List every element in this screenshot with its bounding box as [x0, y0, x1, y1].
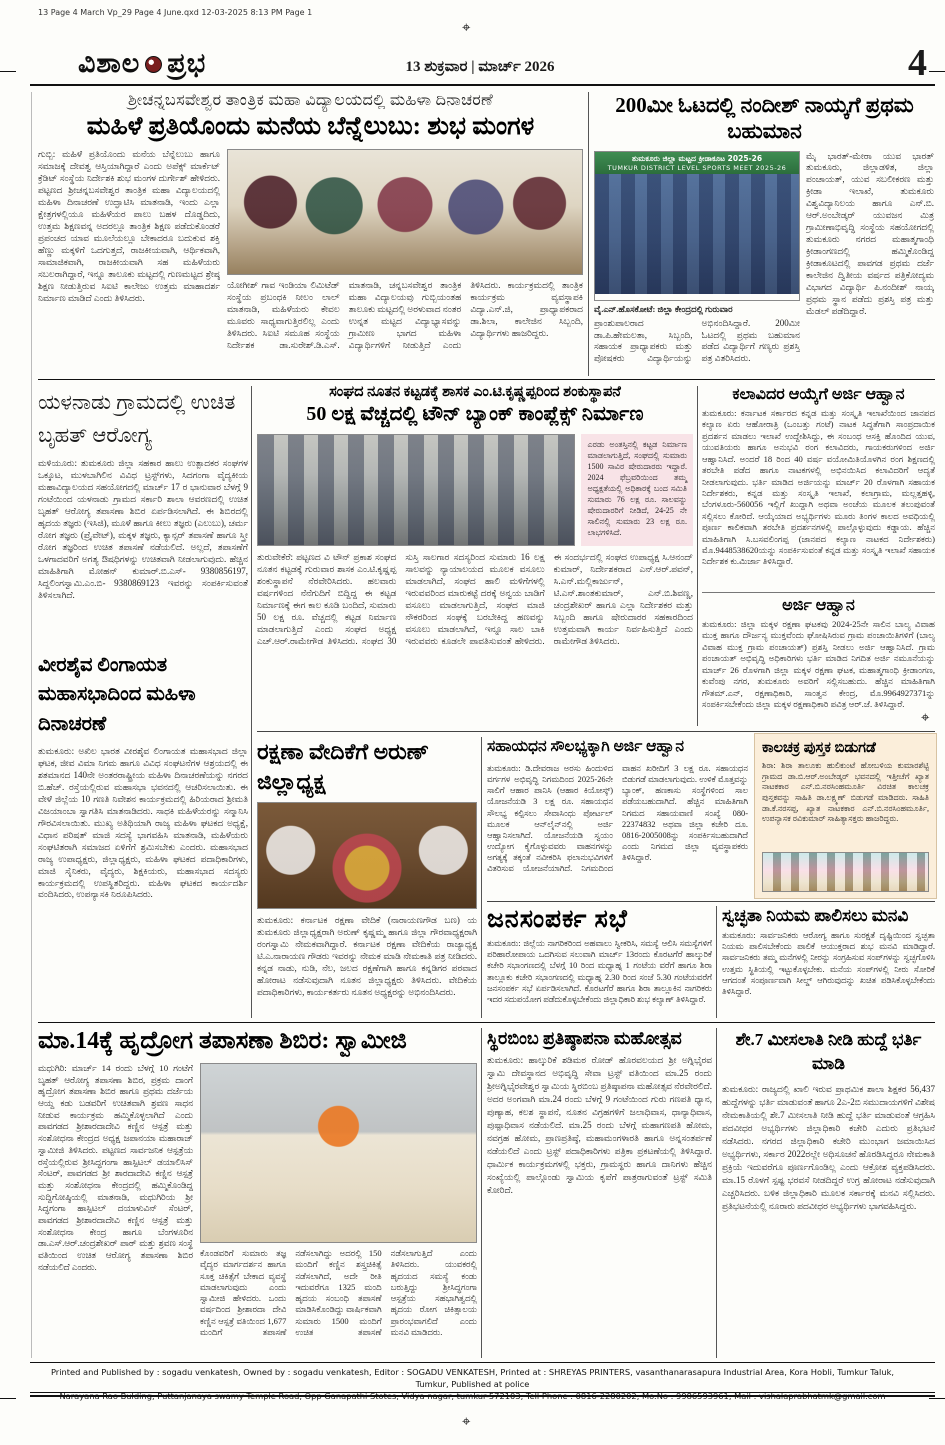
- section-rule: [38, 379, 935, 380]
- footer-rule-bottom2: [30, 1395, 935, 1397]
- masthead-title-left: ವಿಶಾಲ: [78, 48, 141, 78]
- townbank-body1: ತುರುವೇಕೆರೆ: ಪಟ್ಟಣದ ವಿ ಟೌನ್ ಪ್ರಕಾಶ ಸಂಘದ ನೂತನ ಕಟ್ಟಡಕ್ಕೆ ಗುರುವಾರ ಶಾಸಕ ಎಂ.ಟಿ.ಕೃಷ್ಣಪ್ಪ ಶಂಕುಸ್ಥಾಪನೆ ನೆರವೇರಿಸಿದರು. ಹಲವಾರು ವರ್ಷಗಳಿಂದ ನೆನೆಗುದಿಗೆ ಬಿದ್ದಿದ್ದ ಈ ಕಟ್ಟಡ ನಿರ್ಮಾಣಕ್ಕೆ ಈಗ ಕಾಲ ಕೂಡಿ ಬಂದಿದೆ, ಸುಮಾರು 50 ಲಕ್ಷ ರೂ. ವೆಚ್ಚದಲ್ಲಿ ಕಟ್ಟಡ ನಿರ್ಮಾಣ ಮಾಡಲಾಗುತ್ತಿದೆ ಎಂದು ಸಂಘದ ಅಧ್ಯಕ್ಷ ಎಚ್.ಆರ್.ರಾಮೇಗೌಡ ತಿಳಿಸಿದರು.: [257, 552, 397, 646]
- sthirabimba-headline: ಸ್ಥಿರಬಿಂಬ ಪ್ರತಿಷ್ಠಾಪನಾ ಮಹೋತ್ಸವ: [487, 1028, 682, 1048]
- trim-mark: [929, 1398, 945, 1399]
- registration-mark-top-icon: ⌖: [462, 18, 471, 36]
- kalavidara-headline: ಕಲಾವಿದರ ಆಯ್ಕೆಗೆ ಅರ್ಜಿ ಆಹ್ವಾನ: [732, 386, 905, 403]
- yalanadu-headline: ಯಳನಾಡು ಗ್ರಾಮದಲ್ಲಿ ಉಚಿತ ಬೃಹತ್ ಆರೋಗ್ಯ: [38, 390, 236, 447]
- sports-headline: 200ಮೀ ಓಟದಲ್ಲಿ ನಂದೀಶ್ ನಾಯ್ಕಗೆ ಪ್ರಥಮ ಬಹುಮಾನ: [615, 93, 914, 144]
- rakshana-headline: ರಕ್ಷಣಾ ವೇದಿಕೆಗೆ ಅರುಣ್ ಜಿಲ್ಲಾಧ್ಯಕ್ಷ: [257, 739, 429, 794]
- column-rule: [481, 737, 482, 1018]
- column-rule: [716, 906, 717, 1018]
- lead-body-bottom: ಯೋಗೀಶ್ ಗಾವ ಇಂಡಿಯಾ ಲಿಮಿಟೆಡ್ ಸಂಸ್ಥೆಯ ಪ್ರಬಂಧಕಿ ನೀಲಂ ಲಾಲ್ ಮಾತನಾಡಿ, ಮಹಿಳೆಯರು ಕೇವಲ ಮೂವರು ಸಾಧ್ಯವಾಗುತ್ತಿರಲಿಲ್ಲ ಎಂದು ತಿಳಿಸಿದರು. ಸಿಐಟಿ ಸಮೂಹ ಸಂಸ್ಥೆಯ ನಿರ್ದೇಶಕ ಡಾ.ಸುರೇಶ್.ಡಿ.ಎಸ್. ಮಾತನಾಡಿ, ಚನ್ನಬಸವೇಶ್ವರ ತಾಂತ್ರಿಕ ಮಹಾ ವಿದ್ಯಾಲಯವು ಗುಬ್ಬಿಯಂತಹ ತಾಲೂಕು ಮಟ್ಟದಲ್ಲಿ ಅರಳುವಾದ ನಂತರ ಉನ್ನತ ಮಟ್ಟದ ವಿದ್ಯಾಭ್ಯಾಸವನ್ನು ಗ್ರಾಮೀಣ ಭಾಗದ ಮಹಿಳಾ ವಿದ್ಯಾರ್ಥಿಗಳಿಗೆ ನೀಡುತ್ತಿದೆ ಎಂದು ತಿಳಿಸಿದರು. ಕಾರ್ಯಕ್ರಮದಲ್ಲಿ ತಾಂತ್ರಿಕ ಕಾರ್ಯಕ್ರಮ ವ್ಯವಸ್ಥಾಪಕಿ ವಿದ್ಯಾ.ಎನ್.ಜಿ, ಪ್ರಾಧ್ಯಾಪಕರಾದ ಡಾ.ಶಿಲಾ, ಕಾಲೇಜಿನ ಸಿಬ್ಬಂದಿ, ವಿದ್ಯಾರ್ಥಿಗಳು ಹಾಜರಿದ್ದರು.: [227, 280, 583, 350]
- page-number: 4: [908, 42, 927, 84]
- masthead-title-right: ಪ್ರಭ: [167, 48, 207, 78]
- section-rule: [487, 901, 935, 902]
- section-rule: [257, 731, 935, 732]
- section-rule: [38, 1022, 935, 1023]
- footer-rule-top: [30, 1362, 935, 1363]
- townbank-photo: [257, 434, 575, 546]
- edition-dateline: 13 ಶುಕ್ರವಾರ | ಮಾರ್ಚ್ 2026: [405, 59, 555, 75]
- janasamparka-headline: ಜನಸಂಪರ್ಕ ಸಭೆ: [487, 906, 628, 933]
- veerashaiva-headline: ವೀರಶೈವ ಲಿಂಗಾಯತ ಮಹಾಸಭಾದಿಂದ ಮಹಿಳಾ ದಿನಾಚರಣೆ: [38, 655, 196, 735]
- meesalati-body: ತುಮಕೂರು: ರಾಜ್ಯದಲ್ಲಿ ಖಾಲಿ ಇರುವ ಪ್ರಾಥಮಿಕ ಶಾಲಾ ಶಿಕ್ಷಕರ 56,437 ಹುದ್ದೆಗಳನ್ನು ಭರ್ತಿ ಮಾಡುವಂತೆ ಹಾಗೂ 2ಎ-2ಬಿ ಸಮುದಾಯಗಳಿಗೆ ವಿಶೇಷ ನೇಮಕಾತಿಯಲ್ಲಿ ಶೇ.7 ಮೀಸಲಾತಿ ನೀಡಿ ಹುದ್ದೆ ಭರ್ತಿ ಮಾಡುವಂತೆ ಆಗ್ರಹಿಸಿ ಪದವೀಧರ ಅಭ್ಯರ್ಥಿಗಳು ಜಿಲ್ಲಾಧಿಕಾರಿ ಕಚೇರಿ ಎದುರು ಪ್ರತಿಭಟನೆ ನಡೆಸಿದರು. ನಗರದ ಜಿಲ್ಲಾಧಿಕಾರಿ ಕಚೇರಿ ಮುಂಭಾಗ ಜಮಾಯಿಸಿದ ಅಭ್ಯರ್ಥಿಗಳು, ಸರ್ಕಾರ 2022ರಲ್ಲೇ ಅಧಿಸೂಚನೆ ಹೊರಡಿಸಿದ್ದರೂ ನೇಮಕಾತಿ ಪ್ರಕ್ರಿಯೆ ಇದುವರೆಗೂ ಪೂರ್ಣಗೊಂಡಿಲ್ಲ ಎಂದು ಆಕ್ರೋಶ ವ್ಯಕ್ತಪಡಿಸಿದರು. ಮಾ.15 ರೊಳಗೆ ಸ್ಪಷ್ಟ ಭರವಸೆ ನೀಡದಿದ್ದರೆ ಉಗ್ರ ಹೋರಾಟ ನಡೆಸುವುದಾಗಿ ಎಚ್ಚರಿಸಿದರು. ಬಳಿಕ ಜಿಲ್ಲಾಧಿಕಾರಿ ಮೂಲಕ ಸರ್ಕಾರಕ್ಕೆ ಮನವಿ ಸಲ್ಲಿಸಿದರು. ಪ್ರತಿಭಟನೆಯಲ್ಲಿ ನೂರಾರು ಪದವೀಧರ ಅಭ್ಯರ್ಥಿಗಳು ಭಾಗವಹಿಸಿದ್ದರು.: [722, 1083, 935, 1212]
- rakshana-photo: [257, 802, 477, 909]
- sthirabimba-body: ತುಮಕೂರು: ಹಾಲ್ಕುರಿಕೆ ಶಡಿಮಠ ರೋಡ್ ಹೊರವಲಯದ ಶ್ರೀ ಅಗ್ನಿಭೈರವ ಸ್ವಾಮಿ ದೇವಸ್ಥಾನದ ಅಭಿವೃದ್ಧಿ ಸೇವಾ ಟ್ರಸ್ಟ್ ವತಿಯಿಂದ ಮಾ.25 ರಂದು ಶ್ರೀಅಗ್ನಿಭೈರವೇಶ್ವರ ಸ್ವಾಮಿಯ ಸ್ಥಿರಬಿಂಬ ಪ್ರತಿಷ್ಠಾಪನಾ ಮಹೋತ್ಸವ ನೆರವೇರಲಿದೆ. ಅದರ ಅಂಗವಾಗಿ ಮಾ.24 ರಂದು ಬೆಳಗ್ಗೆ 9 ಗಂಟೆಯಿಂದ ಗುರು ಗಣಪತಿ ಧ್ಯಾನ, ಪುಣ್ಯಾಹ, ಕಲಶ ಸ್ಥಾಪನೆ, ನೂತನ ವಿಗ್ರಹಗಳಿಗೆ ಜಲಾಧಿವಾಸ, ಧಾನ್ಯಾಧಿವಾಸ, ಪುಷ್ಪಾಧಿವಾಸ ನಡೆಯಲಿದೆ. ಮಾ.25 ರಂದು ಬೆಳಗ್ಗೆ ಮಹಾಗಣಪತಿ ಹೋಮ, ನವಗ್ರಹ ಹೋಮ, ಪ್ರಾಣಪ್ರತಿಷ್ಠೆ, ಮಹಾಮಂಗಳಾರತಿ ಹಾಗೂ ಅನ್ನಸಂತರ್ಪಣೆ ನಡೆಯಲಿದೆ ಎಂದು ಟ್ರಸ್ಟ್ ಪದಾಧಿಕಾರಿಗಳು ಪತ್ರಿಕಾ ಪ್ರಕಟಣೆಯಲ್ಲಿ ತಿಳಿಸಿದ್ದಾರೆ. ಧಾರ್ಮಿಕ ಕಾರ್ಯಕ್ರಮಗಳಲ್ಲಿ ಭಕ್ತರು, ಗ್ರಾಮಸ್ಥರು ಹಾಗೂ ದಾನಿಗಳು ಹೆಚ್ಚಿನ ಸಂಖ್ಯೆಯಲ್ಲಿ ಪಾಲ್ಗೊಂಡು ಸ್ವಾಮಿಯ ಕೃಪೆಗೆ ಪಾತ್ರರಾಗುವಂತೆ ಟ್ರಸ್ಟ್ ಸಮಿತಿ ಕೋರಿದೆ.: [487, 1055, 712, 1196]
- swachhata-headline: ಸ್ವಚ್ಛತಾ ನಿಯಮ ಪಾಲಿಸಲು ಮನವಿ: [722, 906, 909, 925]
- sports-caption: ವೈ.ಎನ್.ಹೊಸಕೋಟೆ: ಜಿಲ್ಲಾ ಕೇಂದ್ರದಲ್ಲಿ ಗುರುವಾರ: [594, 303, 733, 314]
- footer-line1: Printed and Published by : sogadu venkatesh, Owned by : sogadu venkatesh, Editor : SOGADU VENKATESH, Printed at : SHREYAS PRINTERS, vasanthanarasapura Industrial Area, Kora Hobli, Tumkur Taluk, Tumkur, Published at police: [50, 1367, 895, 1390]
- townbank-kicker: ಸಂಘದ ನೂತನ ಕಟ್ಟಡಕ್ಕೆ ಶಾಸಕ ಎಂ.ಟಿ.ಕೃಷ್ಣಪ್ಪರಿಂದ ಶಂಕುಸ್ಥಾಪನೆ: [329, 384, 621, 400]
- lead-body-column: ಗುಬ್ಬಿ: ಮಹಿಳೆ ಪ್ರತಿಯೊಂದು ಮನೆಯ ಬೆನ್ನೆಲುಬು ಹಾಗೂ ಸಮಾಜಕ್ಕೆ ದೇವತ್ವ ಆಸ್ತಿಯಾಗಿದ್ದಾರೆ ಎಂದು ಅಪೆಕ್ಸ್ ಮಾರ್ಕೆಟ್ ಕ್ರೆಡಿಟ್ ಸಂಸ್ಥೆಯ ನಿರ್ದೇಶಕಿ ಶುಭ ಮಂಗಳ ದುರ್ಗೇಶ್ ಹೇಳಿದರು. ಪಟ್ಟಣದ ಶ್ರೀಚನ್ನಬಸವೇಶ್ವರ ತಾಂತ್ರಿಕ ಮಹಾ ವಿದ್ಯಾಲಯದಲ್ಲಿ ಮಹಿಳಾ ದಿನಾಚರಣೆ ಉದ್ಘಾಟಿಸಿ ಮಾತನಾಡಿ, ಇಂದು ಎಲ್ಲಾ ಕ್ಷೇತ್ರಗಳಲ್ಲಿಯೂ ಮಹಿಳೆಯರ ಪಾಲು ಬಹಳ ದೊಡ್ಡದಿದು, ಉತ್ತಮ ಶಿಕ್ಷಣವನ್ನ ಅದರಲ್ಲೂ ತಾಂತ್ರಿಕ ಶಿಕ್ಷಣ ಪಡೆದುಕೊಂಡರೆ ಪ್ರಪಂಚದ ಯಾವ ಮೂಲೆಯಲ್ಲೂ ಬೇಕಾದರೂ ಬದುಕುವ ಶಕ್ತಿ ಹೆಣ್ಣು ಮಕ್ಕಳಿಗೆ ಒದಗುತ್ತದೆ, ರಾಜಕೀಯವಾಗಿ, ಆರ್ಥಿಕವಾಗಿ, ಸಾಮಾಜಿಕವಾಗಿ, ರಾಜಕೀಯವಾಗಿ ಸಹ ಮಹಿಳೆಯರು ಸಬಲರಾಗಿದ್ದಾರೆ, ಇನ್ನೂ ತಾಲೂಕು ಮಟ್ಟದಲ್ಲಿ ಗುಣಮಟ್ಟದ ಶ್ರೇಷ್ಠ ಶಿಕ್ಷಣ ನೀಡುತ್ತಿರುವ ಸಿಐಟಿ ಕಾಲೇಜು ಉತ್ತಮ ಮಾಹಾದರ್ಶ ನಿರ್ಮಾಣ ಮಾಡಿದೆ ಎಂದು ತಿಳಿಸಿದರು.: [38, 149, 220, 303]
- lead-photo: [227, 149, 583, 275]
- page-edge-rule: [31, 92, 32, 1358]
- sports-body-bottom: ಪ್ರಾಂಶುಪಾಲರಾದ ಡಾ.ಪಿ.ಹೇಮಲತಾ, ಸಿಬ್ಬಂದಿ, ಸಹಾಯಕ ಪ್ರಾಧ್ಯಾಪಕರು ಮತ್ತು ಪೋಷಕರು ವಿದ್ಯಾರ್ಥಿಯನ್ನು ಅಭಿನಂದಿಸಿದ್ದಾರೆ. 200ಮೀ ಓಟದಲ್ಲಿ ಪ್ರಥಮ ಬಹುಮಾನ ಪಡೆದ ವಿದ್ಯಾರ್ಥಿಗೆ ಗಣ್ಯರು ಪ್ರಶಸ್ತಿ ಪತ್ರ ವಿತರಿಸಿದರು.: [594, 317, 800, 364]
- article-hridroga: [38, 1028, 477, 1358]
- kalachakra-headline: ಕಾಲಚಕ್ರ ಪುಸ್ತಕ ಬಿಡುಗಡೆ: [762, 740, 876, 756]
- arji-body: ತುಮಕೂರು: ಜಿಲ್ಲಾ ಮಕ್ಕಳ ರಕ್ಷಣಾ ಘಟಕವು 2024-25ನೇ ಸಾಲಿನ ಬಾಲ್ಯ ವಿವಾಹ ಮುಕ್ತ ಹಾಗೂ ದೌರ್ಜನ್ಯ ಮುಕ್ತವೆಂದು ಘೋಷಿಸಿರುವ ಗ್ರಾಮ ಪಂಚಾಯಿತಿಗಳಿಗೆ (ಬಾಲ್ಯ ವಿವಾಹ ಮುಕ್ತ ಗ್ರಾಮ ಪಂಚಾಯತ್) ಪ್ರಶಸ್ತಿ ನೀಡಲು ಅರ್ಜಿ ಆಹ್ವಾನಿಸಿದೆ. ಗ್ರಾಮ ಪಂಚಾಯತ್ ಅಭಿವೃದ್ಧಿ ಅಧಿಕಾರಿಗಳು ಭರ್ತಿ ಮಾಡಿದ ನಿಗದಿತ ಅರ್ಜಿ ನಮೂನೆಯನ್ನು ಮಾರ್ಚ್ 26 ರೊಳಗಾಗಿ ಜಿಲ್ಲಾ ಮಕ್ಕಳ ರಕ್ಷಣಾ ಘಟಕ, ಮಹಾತ್ಮಗಾಂಧಿ ಕ್ರೀಡಾಂಗಣ, ಕುವೆಂಪು ನಗರ, ತುಮಕೂರು ಅವರಿಗೆ ಸಲ್ಲಿಸಬಹುದು. ಹೆಚ್ಚಿನ ಮಾಹಿತಿಗಾಗಿ ಗೌತಮ್.ಎನ್, ರಕ್ಷಣಾಧಿಕಾರಿ, ಸಾಂತ್ವನ ಕೇಂದ್ರ, ಮೊ.9964927371ನ್ನು ಸಂಪರ್ಕಿಸಬೇಕೆಂದು ಜಿಲ್ಲಾ ಮಕ್ಕಳ ರಕ್ಷಣಾಧಿಕಾರಿ ಪವಿತ್ರ ಆರ್.ಜೆ. ತಿಳಿಸಿದ್ದಾರೆ.: [702, 619, 935, 709]
- article-sahayadhana: [487, 737, 748, 898]
- article-meesalati: [722, 1028, 935, 1358]
- article-janasamparka: [487, 906, 712, 1018]
- masthead-logo: [78, 48, 206, 80]
- sports-photo: [594, 151, 800, 301]
- trim-mark: [0, 71, 16, 72]
- lead-kicker: ಶ್ರೀಚನ್ನಬಸವೇಶ್ವರ ತಾಂತ್ರಿಕ ಮಹಾ ವಿದ್ಯಾಲಯದಲ್ಲಿ ಮಹಿಳಾ ದಿನಾಚರಣೆ: [127, 92, 494, 109]
- registration-mark-bottom-icon: ⌖: [462, 1412, 471, 1430]
- rakshana-body: ತುಮಕೂರು: ಕರ್ನಾಟಕ ರಕ್ಷಣಾ ವೇದಿಕೆ (ನಾರಾಯಣಗೌಡ ಬಣ) ಯ ತುಮಕೂರು ಜಿಲ್ಲಾಧ್ಯಕ್ಷರಾಗಿ ಅರುಣ್ ಕೃಷ್ಣಮ್ಮ ಹಾಗೂ ಜಿಲ್ಲಾ ಗೌರವಾಧ್ಯಕ್ಷರಾಗಿ ರಂಗಸ್ವಾಮಿ ನೇಮಕವಾಗಿದ್ದಾರೆ. ಕರ್ನಾಟಕ ರಕ್ಷಣಾ ವೇದಿಕೆಯ ರಾಜ್ಯಾಧ್ಯಕ್ಷ ಟಿ.ಎ.ನಾರಾಯಣ ಗೌಡರು ಇವರನ್ನು ನೇಮಕ ಮಾಡಿ ನೇಮಕಾತಿ ಪತ್ರ ನೀಡಿದರು. ಕನ್ನಡ ನಾಡು, ನುಡಿ, ನೆಲ, ಜಲದ ರಕ್ಷಣೆಗಾಗಿ ಹಾಗೂ ಕನ್ನಡಿಗರ ಪರವಾದ ಹೋರಾಟ ನಡೆಸುವುದಾಗಿ ನೂತನ ಜಿಲ್ಲಾಧ್ಯಕ್ಷರು ತಿಳಿಸಿದರು. ವೇದಿಕೆಯ ಪದಾಧಿಕಾರಿಗಳು, ಕಾರ್ಯಕರ್ತರು ನೂತನ ಅಧ್ಯಕ್ಷರನ್ನು ಅಭಿನಂದಿಸಿದರು.: [257, 915, 477, 998]
- hridroga-body-column: ಮಧುಗಿರಿ: ಮಾರ್ಚ್ 14 ರಂದು ಬೆಳಗ್ಗೆ 10 ಗಂಟೆಗೆ ಬೃಹತ್ ಆರೋಗ್ಯ ತಪಾಸಣಾ ಶಿಬಿರ, ಪ್ರಕ್ರಮ ದಾಂಗೆ ಹೃದ್ರೋಗ ತಪಾಸಣಾ ಶಿಬಿರ ಹಾಗೂ ಪ್ರಥಮ ದರ್ಜೆಯ ಆಯ್ದ ಕಡು ಬಡವರಿಗೆ ಉಚಿತವಾಗಿ ಶ್ರವಣ ಸಾಧನ ನೀಡುವ ಕಾರ್ಯಕ್ರಮ ಹಮ್ಮಿಕೊಳ್ಳಲಾಗಿದೆ ಎಂದು ಪಾವಗಡದ ಶ್ರೀಶಾರದಾದೇವಿ ಕಣ್ಣಿನ ಆಸ್ಪತ್ರೆ ಮತ್ತು ಸಂಶೋಧನಾ ಕೇಂದ್ರದ ಅಧ್ಯಕ್ಷ ಜಪಾನಯಾ ಮಹಾರಾಜ್ ಸ್ವಾಮೀಜಿ ತಿಳಿಸಿದರು. ಪಟ್ಟಣದ ಸಾರ್ವಜನಿಕ ಆಸ್ಪತ್ರೆಯ ರಸ್ತೆಯಲ್ಲಿರುವ ಶ್ರೀಸಿದ್ಧಗಂಗಾ ಹಾಸ್ಪಿಟಲ್ ಡಯಾಲಿಸಿಸ್ ಸೆಂಟರ್, ಪಾವಗಡದ ಶ್ರೀ ಶಾರದಾದೇವಿ ಕಣ್ಣಿನ ಆಸ್ಪತ್ರೆ ಮತ್ತು ಸಂಶೋಧನಾ ಕೇಂದ್ರದಲ್ಲಿ ಹಮ್ಮಿಕೊಂಡಿದ್ದ ಸುದ್ದಿಗೋಷ್ಠಿಯಲ್ಲಿ ಮಾತನಾಡಿ, ಮಧುಗಿರಿಯ ಶ್ರೀ ಸಿದ್ಧಗಂಗಾ ಹಾಸ್ಪಿಟಲ್ ದಯಾಳುವಿನ್ ಸೆಂಟರ್, ಪಾವಗಡದ ಶ್ರೀಶಾರದಾದೇವಿ ಕಣ್ಣಿನ ಆಸ್ಪತ್ರೆ ಮತ್ತು ಸಂಶೋಧನಾ ಕೇಂದ್ರ ಹಾಗೂ ಬೆಂಗಳೂರಿನ ಡಾ.ಎಸ್.ಆರ್.ಚಂದ್ರಶೇಖರ್ ಪಾಠ್ ಮತ್ತು ಶ್ರವಣ ಸಂಸ್ಥೆ ವತಿಯಿಂದ ಉಚಿತ ಆರೋಗ್ಯ ತಪಾಸಣಾ ಶಿಬಿರ ನಡೆಯಲಿದೆ ಎಂದರು.: [38, 1063, 193, 1272]
- article-veerashaiva: [38, 651, 248, 976]
- print-slug: 13 Page 4 March Vp_29 Page 4 June.qxd 12-03-2025 8:13 PM Page 1: [38, 8, 313, 17]
- meesalati-headline: ಶೇ.7 ಮೀಸಲಾತಿ ನೀಡಿ ಹುದ್ದೆ ಭರ್ತಿ ಮಾಡಿ: [735, 1030, 922, 1073]
- column-rule: [588, 92, 589, 376]
- article-rakshana: [257, 737, 477, 1018]
- kalavidara-body: ತುಮಕೂರು: ಕರ್ನಾಟಕ ಸರ್ಕಾರದ ಕನ್ನಡ ಮತ್ತು ಸಂಸ್ಕೃತಿ ಇಲಾಖೆಯಿಂದ ಜಾನಪದ ಕಲ್ಯಾಣ ಏರು ಆಹೋರಾತ್ರಿ (ಒಂಬತ್ತು ಗಂಟೆ) ನಾಟಕ ಸಿದ್ಧತೆಗಾಗಿ ಸಾಂಪ್ರದಾಯಿಕ ಪ್ರದರ್ಶನ ಮಾಡಲು ಇಲಾಖೆ ಉದ್ದೇಶಿಸಿದ್ದು, ಈ ಸಂಬಂಧ ಆಸಕ್ತಿ ಹೊಂದಿದ ಯುವ, ಯುವತಿಯರು ಹಾಗೂ ಅನುಭವಿ ರಂಗ ಕಲಾವಿದರು, ಗಾಯಕರುಗಳಿಂದ ಅರ್ಜಿ ಆಹ್ವಾನಿಸಿದೆ. ಅಂದರೆ 18 ರಿಂದ 40 ವರ್ಷ ವಯೋಮಿತಿಯೊಳಗಿನ ರಂಗ ಶಿಕ್ಷಣದಲ್ಲಿ ತರಬೇತಿ ಪಡೆದ ಹಾಗೂ ನಾಟಕಗಳಲ್ಲಿ ಅಭಿನಯಿಸಿದ ಕಲಾವಿದರಿಗೆ ಆದ್ಯತೆ ನೀಡಲಾಗುವುದು. ಭರ್ತಿ ಮಾಡಿದ ಅರ್ಜಿಯನ್ನು ಮಾರ್ಚ್ 20 ರೊಳಗಾಗಿ ಸಹಾಯಕ ನಿರ್ದೇಶಕರು, ಕನ್ನಡ ಮತ್ತು ಸಂಸ್ಕೃತಿ ಇಲಾಖೆ, ಕಲಾಗ್ರಾಮ, ಮಲ್ಲತ್ತಹಳ್ಳಿ, ಬೆಂಗಳೂರು-560056 ಇಲ್ಲಿಗೆ ಖುದ್ದಾಗಿ ಅಥವಾ ಅಂಚೆಯ ಮೂಲಕ ತಲುಪುವಂತೆ ಸಲ್ಲಿಸಲು ಕೋರಿದೆ. ಆಯ್ಕೆಯಾದ ಅಭ್ಯರ್ಥಿಗಳು ಮೂರು ತಿಂಗಳ ಕಾಲದ ಅವಧಿಯಲ್ಲಿ ಪೂರ್ಣ ಕಾಲಿಕವಾಗಿ ತರಬೇತಿ ಪ್ರದರ್ಶನಗಳಲ್ಲಿ ಪಾಲ್ಗೊಳ್ಳುವುದು ಕಡ್ಡಾಯ. ಹೆಚ್ಚಿನ ಮಾಹಿತಿಗಾಗಿ ಸಿ.ಬಸವಲಿಂಗಪ್ಪ (ಜಾನಪದ ಕಲ್ಯಾಣ ನಾಟಕದ ನಿರ್ದೇಶಕರು) ಮೊ.9448538620ಯನ್ನು ಸಂಪರ್ಕಿಸುವಂತೆ ಕನ್ನಡ ಮತ್ತು ಸಂಸ್ಕೃತಿ ಇಲಾಖೆ ಸಹಾಯಕ ನಿರ್ದೇಶಕ ಕು.ಮಿರ್ಜಾ ತಿಳಿಸಿದ್ದಾರೆ.: [702, 408, 935, 567]
- masthead-rule: [30, 84, 935, 86]
- article-kalachakra: [754, 733, 937, 899]
- townbank-body: [257, 552, 693, 710]
- footer-rule-bottom1: [30, 1392, 935, 1393]
- arji-headline: ಅರ್ಜಿ ಆಹ್ವಾನ: [782, 597, 855, 614]
- trim-mark: [929, 71, 945, 72]
- sports-banner-line1: ತುಮಕೂರು ಜಿಲ್ಲಾ ಮಟ್ಟದ ಕ್ರೀಡಾಕೂಟ 2025-26: [631, 153, 763, 163]
- sports-banner-line2: TUMKUR DISTRICT LEVEL SPORTS MEET 2025-26: [607, 163, 787, 172]
- column-rule: [251, 386, 252, 1018]
- article-swachhata: [722, 906, 935, 1018]
- janasamparka-body: ತುಮಕೂರು: ಜಿಲ್ಲೆಯ ನಾಗರಿಕರಿಂದ ಅಹವಾಲು ಸ್ವೀಕರಿಸಿ, ಸಮಸ್ಯೆ ಆಲಿಸಿ ಸಮಸ್ಯೆಗಳಿಗೆ ಪರಿಹಾರೋಪಾಯ ಒದಗಿಸುವ ಸಲುವಾಗಿ ಮಾರ್ಚ್ 13ರಂದು ಕೊರಟಗೆರೆ ಹಾಲ್ಕುರಿಕೆ ಕಚೇರಿ ಸಭಾಂಗಣದಲ್ಲಿ ಬೆಳಗ್ಗೆ 10 ರಿಂದ ಮಧ್ಯಾಹ್ನ 1 ಗಂಟೆಯ ವರೆಗೆ ಹಾಗೂ ಶಿರಾ ತಾಲ್ಲೂಕು ಕಚೇರಿ ಸಭಾಂಗಣದಲ್ಲಿ ಮಧ್ಯಾಹ್ನ 2.30 ರಿಂದ ಸಂಜೆ 5.30 ಗಂಟೆಯವರೆಗೆ ಜನಸಂಪರ್ಕ ಸಭೆ ಏರ್ಪಡಿಸಲಾಗಿದೆ. ಕೊರಟಗೆರೆ ಹಾಗೂ ಶಿರಾ ತಾಲ್ಲೂಕಿನ ನಾಗರಿಕರು ಇದರ ಸದುಪಯೋಗ ಪಡೆದುಕೊಳ್ಳಬೇಕೆಂದು ಜಿಲ್ಲಾಧಿಕಾರಿ ಶುಭ ಕಲ್ಯಾಣ್ ತಿಳಿಸಿದ್ದಾರೆ.: [487, 939, 712, 1004]
- lead-headline: ಮಹಿಳೆ ಪ್ರತಿಯೊಂದು ಮನೆಯ ಬೆನ್ನೆಲುಬು: ಶುಭ ಮಂಗಳ: [86, 113, 535, 140]
- article-sports: [594, 92, 935, 376]
- swachhata-body: ತುಮಕೂರು: ಸಾರ್ವಜನಿಕರು ಆರೋಗ್ಯ ಹಾಗೂ ಸುರಕ್ಷತೆ ದೃಷ್ಟಿಯಿಂದ ಸ್ವಚ್ಛತಾ ನಿಯಮ ಪಾಲಿಸಬೇಕೆಂದು ಪಾಲಿಕೆ ಆಯುಕ್ತರಾದ ಶುಭ ಮನವಿ ಮಾಡಿದ್ದಾರೆ. ಸಾರ್ವಜನಿಕರು ತಮ್ಮ ಮನೆಗಳಲ್ಲಿ ನೀರನ್ನು ಸಂಗ್ರಹಿಸುವ ಸಂಪ್‌ಗಳನ್ನು ಸ್ವಚ್ಛಗೊಳಿಸಿ ಉತ್ತಮ ಸ್ಥಿತಿಯಲ್ಲಿ ಇಟ್ಟುಕೊಳ್ಳಬೇಕು. ಮನೆಯ ಸಂಪ್‌ಗಳಲ್ಲಿ ನೀರು ಸೋರಿಕೆ ಆಗದಂತೆ ಸಂಪೂರ್ಣವಾಗಿ ಸೀಲ್ಡ್ ಆಗಿರುವುದನ್ನು ಖಚಿತ ಪಡಿಸಿಕೊಳ್ಳಬೇಕೆಂದು ತಿಳಿಸಿದ್ದಾರೆ.: [722, 931, 935, 996]
- column-rule: [697, 386, 698, 726]
- yalanadu-body: ಮಳಿಯೂರು: ತುಮಕೂರು ಜಿಲ್ಲಾ ಸಹಕಾರ ಹಾಲು ಉತ್ಪಾದಕರ ಸಂಘಗಳ ಒಕ್ಕೂಟ, ಮುಳಬಾಗಿಲಿನ ವಿವಿಧ ಟ್ರಸ್ಟ್‌ಗಳು, ಸಿದಗಂಗಾ ವೈದ್ಯಕೀಯ ಮಹಾವಿದ್ಯಾಲಯದ ಸಹಯೋಗದಲ್ಲಿ ಮಾರ್ಚ್ 17 ರ ಭಾನುವಾರ ಬೆಳಗ್ಗೆ 9 ಗಂಟೆಯಿಂದ ಯಳನಾಡು ಗ್ರಾಮದ ಸರ್ಕಾರಿ ಶಾಲಾ ಆವರಣದಲ್ಲಿ ಉಚಿತ ಬೃಹತ್ ಆರೋಗ್ಯ ತಪಾಸಣಾ ಶಿಬಿರ ಏರ್ಪಡಿಸಲಾಗಿದೆ. ಈ ಶಿಬಿರದಲ್ಲಿ ಹೃದಯ ತಜ್ಞರು (ಇಸಿಜಿ), ಮೂಳೆ ಹಾಗೂ ಕೀಲು ತಜ್ಞರು (ಎಲುಬು), ಚರ್ಮ ರೋಗ ತಜ್ಞರು (ಪ್ರೈವೇಟ್), ಮಕ್ಕಳ ತಜ್ಞರು, ಕ್ಯಾನ್ಸರ್ ತಪಾಸಣೆ ಹಾಗೂ ಸ್ತ್ರೀ ರೋಗ ತಜ್ಞರಿಂದ ಉಚಿತ ತಪಾಸಣೆ ನಡೆಯಲಿದೆ. ಅಲ್ಲದೆ, ತಪಾಸಣೆಗೆ ಒಳಗಾದವರಿಗೆ ಅಗತ್ಯ ಔಷಧಿಗಳನ್ನು ಉಚಿತವಾಗಿ ನೀಡಲಾಗುವುದು. ಹೆಚ್ಚಿನ ಮಾಹಿತಿಗಾಗಿ ಮೋಹನ್ ಕುಮಾರ್.ಬಿ.ಎಸ್- 9380856197, ಸಿದ್ದಲಿಂಗಸ್ವಾಮಿ.ಎಂ.ಬಿ- 9380869123 ಇವರನ್ನು ಸಂಪರ್ಕಿಸುವಂತೆ ತಿಳಿಸಲಾಗಿದೆ.: [38, 458, 248, 600]
- hridroga-photo: [200, 1063, 477, 1243]
- article-yalanadu: [38, 386, 248, 643]
- kalachakra-photo: [762, 852, 929, 892]
- veerashaiva-body: ತುಮಕೂರು: ಅಖಿಲ ಭಾರತ ವೀರಶೈವ ಲಿಂಗಾಯತ ಮಹಾಸಭಾದ ಜಿಲ್ಲಾ ಘಟಕ, ಜೀವ ವಿಮಾ ನಿಗಮ ಹಾಗೂ ವಿವಿಧ ಸಂಘಟನೆಗಳ ಆಶ್ರಯದಲ್ಲಿ ಈ ಶತಮಾನದ 140ನೇ ಅಂತರರಾಷ್ಟ್ರೀಯ ಮಹಿಳಾ ದಿನಾಚರಣೆಯನ್ನು ನಗರದ ಬಿ.ಹೆಚ್. ರಸ್ತೆಯಲ್ಲಿರುವ ಮಹಾಸಭಾ ಭವನದಲ್ಲಿ ಆಚರಿಸಲಾಯಿತು. ಈ ವೇಳೆ ಜಿಲ್ಲೆಯ 10 ಗಣತಿ ನಿವೇಶನ ಕಾರ್ಯಕ್ರಮದಲ್ಲಿ ಹಿರಿಯರಾದ ಶ್ರೀಮತಿ ವಿಜಯಾಂಬಾ ಸ್ವಾಗತಿಸಿ ಮಾತನಾಡಿದರು. ಸಾಧಕಿ ಮಹಿಳೆಯರನ್ನು ಸನ್ಮಾನಿಸಿ ಗೌರವಿಸಲಾಯಿತು. ಮುಖ್ಯ ಅತಿಥಿಯಾಗಿ ರಾಜ್ಯ ಮಹಿಳಾ ಘಟಕದ ಅಧ್ಯಕ್ಷೆ, ವಿಧಾನ ಪರಿಷತ್ ಮಾಜಿ ಸದಸ್ಯೆ ಭಾಗವಹಿಸಿ ಮಾತನಾಡಿ, ಮಹಿಳೆಯರು ಸಂಘಟಿತರಾಗಿ ಸಮಾಜದ ಏಳಿಗೆಗೆ ಶ್ರಮಿಸಬೇಕು ಎಂದರು. ಮಹಾಸಭಾದ ರಾಜ್ಯ ಉಪಾಧ್ಯಕ್ಷರು, ಜಿಲ್ಲಾಧ್ಯಕ್ಷರು, ಮಹಿಳಾ ಘಟಕದ ಪದಾಧಿಕಾರಿಗಳು, ಮಾಜಿ ಸೈನಿಕರು, ವೈದ್ಯರು, ಶಿಕ್ಷಕಿಯರು, ಮಹಾಸಭಾದ ಸದಸ್ಯರು ಕಾರ್ಯಕ್ರಮದಲ್ಲಿ ಉಪಸ್ಥಿತರಿದ್ದರು. ಮಹಿಳಾ ಘಟಕದ ಕಾರ್ಯದರ್ಶಿ ವಂದಿಸಿದರು, ಉಪನ್ಯಾಸಕಿ ನಿರೂಪಿಸಿದರು.: [38, 745, 248, 900]
- townbank-headline: 50 ಲಕ್ಷ ವೆಚ್ಚದಲ್ಲಿ ಟೌನ್ ಬ್ಯಾಂಕ್ ಕಾಂಪ್ಲೆಕ್ಸ್ ನಿರ್ಮಾಣ: [306, 403, 644, 425]
- hridroga-body-bottom: ಕೊಂಡವರಿಗೆ ಸುಮಾರು ತಜ್ಞ ವೈದ್ಯರ ಮಾರ್ಗದರ್ಶನ ಹಾಗೂ ಸೂಕ್ತ ಚಿಕಿತ್ಸೆಗೆ ಬೇಕಾದ ವ್ಯವಸ್ಥೆ ಮಾಡಲಾಗುವುದು ಎಂದು ಸ್ವಾಮೀಜಿ ಹೇಳಿದರು. ಒಂದು ವರ್ಷದಿಂದ ಶ್ರೀಶಾರದಾ ದೇವಿ ಕಣ್ಣಿನ ಆಸ್ಪತ್ರೆ ವತಿಯಿಂದ 1,677 ಮಂದಿಗೆ ತಪಾಸಣೆ ನಡೆಸಲಾಗಿದ್ದು ಅದರಲ್ಲಿ 150 ಮಂದಿಗೆ ಕಣ್ಣಿನ ಶಸ್ತ್ರಚಿಕಿತ್ಸೆ ನಡೆಸಲಾಗಿದೆ, ಅದೇ ರೀತಿ ಇದುವರೆಗೂ 1325 ಮಂದಿ ಹೃದಯ ಸಂಬಂಧಿ ತಪಾಸಣೆ ಮಾಡಿಸಿಕೊಂಡಿದ್ದು ವಾರ್ಷಿಕವಾಗಿ ಸುಮಾರು 1500 ಮಂದಿಗೆ ಉಚಿತ ತಪಾಸಣೆ ನಡೆಸಲಾಗುತ್ತಿದೆ ಎಂದು ತಿಳಿಸಿದರು. ಯುವಕರಲ್ಲಿ ಹೃದಯದ ಸಮಸ್ಯೆ ಕಂಡು ಬರುತ್ತಿದ್ದು ಶ್ರೀಸಿದ್ಧಗಂಗಾ ಆಸ್ಪತ್ರೆಯ ಸಹಭಾಗಿತ್ವದಲ್ಲಿ ಹೃದಯ ರೋಗ ಚಿಕಿತ್ಸಾಲಯ ಪ್ರಾರಂಭವಾಗಲಿದೆ ಎಂದು ಮನವಿ ಮಾಡಿದರು.: [200, 1248, 477, 1338]
- sports-photo-scene: [595, 174, 799, 294]
- left-column: [38, 386, 248, 1018]
- townbank-body2: ಸಂಘದ 30 ಸುಸ್ತಿ ಸಾಲಗಾರ ಸದಸ್ಯರಿಂದ ಸುಮಾರು 16 ಲಕ್ಷ ಸಾಲವನ್ನು ನ್ಯಾಯಾಲಯದ ಮೂಲಕ ವಸೂಲು ಮಾಡಲಾಗಿದೆ, ಸಂಘದ ಹಾಲಿ ಮಳಿಗೆಗಳಲ್ಲಿ ಇರುವವರಿಂದ ಮಾರುಕಟ್ಟೆ ದರಕ್ಕೆ ಅನ್ವಯ ಬಾಡಿಗೆ ವಸೂಲು ಮಾಡಲಾಗುತ್ತಿದೆ, ಸಂಘದ ಮಾಜಿ ನೌಕರರಿಂದ ಸಂಘಕ್ಕೆ ಬರಬೇಕಿದ್ದ ಹಣವನ್ನು ವಸೂಲು ಮಾಡಲಾಗಿದೆ, ಇನ್ನೂ ಸಾಲ ಬಾಕಿ ಇರುವವರು ಕೂಡಲೇ ಪಾವತಿಸುವಂತೆ ಹೇಳಿದರು. ಈ ಸಂದರ್ಭದಲ್ಲಿ ಸಂಘದ ಉಪಾಧ್ಯಕ್ಷ ಸಿ.ಆನಂದ್ ಕುಮಾರ್, ನಿರ್ದೇಶಕರಾದ ಎನ್.ಆರ್.ಪವನ್, ಸಿ.ಎನ್.ಮಲ್ಲಿಕಾರ್ಜುನ್, ಟಿ.ಎನ್.ಶಾಂತಕುಮಾರ್, ಎನ್.ಬಿ.ಶಿವಣ್ಣ, ಚಂದ್ರಶೇಖರ್ ಹಾಗೂ ಎಲ್ಲಾ ನಿರ್ದೇಶಕರ ಮತ್ತು ಸಿಬ್ಬಂದಿ ಹಾಗೂ ಷೇರುದಾರರ ಸಹಕಾರದಿಂದ ಉತ್ತಮವಾಗಿ ಕಾರ್ಯ ನಿರ್ವಹಿಸುತ್ತಿದೆ ಎಂದು ರಾಮೇಗೌಡ ತಿಳಿಸಿದರು.: [361, 552, 693, 646]
- townbank-highlight-box: ಎರಡು ಅಂತಸ್ತಿನಲ್ಲಿ ಕಟ್ಟಡ ನಿರ್ಮಾಣ ಮಾಡಲಾಗುತ್ತಿದೆ, ಸಂಘದಲ್ಲಿ ಸುಮಾರು 1500 ಸಾವಿರ ಷೇರುದಾರರು ಇದ್ದಾರೆ. 2024 ಫೆಬ್ರವರಿಯಿಂದ ತಮ್ಮ ಅಧ್ಯಕ್ಷತೆಯಲ್ಲಿ ಅಧಿಕಾರಕ್ಕೆ ಬಂದ ಸಮಿತಿ ಸುಮಾರು 76 ಲಕ್ಷ ರೂ. ಸಾಲವನ್ನು ಷೇರುದಾರರಿಗೆ ನೀಡಿದೆ, 24-25 ನೇ ಸಾಲಿನಲ್ಲಿ ಸುಮಾರು 23 ಲಕ್ಷ ರೂ. ಲಾಭಗಳಿಸಿದೆ.: [581, 434, 693, 546]
- article-sthirabimba: [487, 1028, 712, 1358]
- right-column: [702, 386, 935, 726]
- trim-mark: [0, 1398, 16, 1399]
- sahayadhana-body: ತುಮಕೂರು: ಡಿ.ದೇವರಾಜ ಅರಸು ಹಿಂದುಳಿದ ವರ್ಗಗಳ ಅಭಿವೃದ್ಧಿ ನಿಗಮದಿಂದ 2025-26ನೇ ಸಾಲಿಗೆ ಆಹಾರ ಪಾನಿಸಿ (ಆಹಾರ ಕಿಯೋಸ್ಕ್) ಯೋಜನೆಯಡಿ 3 ಲಕ್ಷ ರೂ. ಸಹಾಯಧನ ಸೌಲಭ್ಯ ಕಲ್ಪಿಸಲು ಸೇವಾಸಿಂಧು ಪೋರ್ಟಲ್ ಮೂಲಕ ಆನ್‌ಲೈನ್‌ನಲ್ಲಿ ಅರ್ಜಿ ಆಹ್ವಾನಿಸಲಾಗಿದೆ. ಯೋಜನೆಯಡಿ ಸ್ವಯಂ ಉದ್ಯೋಗ ಕೈಗೊಳ್ಳುವವರು ವಾಹನಗಳನ್ನು ಅಗತ್ಯಕ್ಕೆ ತಕ್ಕಂತೆ ನವೀಕರಿಸಿ ಫಲಾನುಭವಿಗಳಿಗೆ ವಿತರಿಸುವ ಯೋಜನೆಯಾಗಿದೆ. ನಿಗಮದಿಂದ ವಾಹನ ಖರೀದಿಗೆ 3 ಲಕ್ಷ ರೂ. ಸಹಾಯಧನ ಬಿಡುಗಡೆ ಮಾಡಲಾಗುವುದು. ಉಳಿಕೆ ಮೊತ್ತವನ್ನು ಬ್ಯಾಂಕ್, ಹಣಕಾಸು ಸಂಸ್ಥೆಗಳಿಂದ ಸಾಲ ಪಡೆಯಬಹುದಾಗಿದೆ. ಹೆಚ್ಚಿನ ಮಾಹಿತಿಗಾಗಿ ನಿಗಮದ ಸಹಾಯವಾಣಿ ಸಂಖ್ಯೆ 080-22374832 ಅಥವಾ ಜಿಲ್ಲಾ ಕಚೇರಿ ದೂ. 0816-2005008ನ್ನು ಸಂಪರ್ಕಿಸಬಹುದಾಗಿದೆ ಎಂದು ನಿಗಮದ ಜಿಲ್ಲಾ ವ್ಯವಸ್ಥಾಪಕರು ತಿಳಿಸಿದ್ದಾರೆ.: [487, 763, 748, 874]
- hridroga-headline: ಮಾ.14ಕ್ಕೆ ಹೃದ್ರೋಗ ತಪಾಸಣಾ ಶಿಬಿರ: ಸ್ವಾಮೀಜಿ: [38, 1028, 407, 1054]
- column-rule: [716, 1028, 717, 1358]
- article-lead: [38, 92, 583, 376]
- column-rule: [481, 1028, 482, 1358]
- kalachakra-body: ಶಿರಾ: ಶಿರಾ ತಾಲೂಕು ಹುಲಿಕುಂಟೆ ಹೋಬಳಿಯ ಕುಮಾರಶೆಟ್ಟಿ ಗ್ರಾಮದ ಡಾ.ಬಿ.ಆರ್.ಅಂಬೇಡ್ಕರ್ ಭವನದಲ್ಲಿ ಇತ್ತೀಚೆಗೆ ಖ್ಯಾತ ನಾಟಕಕಾರ ಎನ್.ಬಿ.ನರಸಿಂಹಮೂರ್ತಿ ವಿರಚಿತ ಕಾಲಚಕ್ರ ಪುಸ್ತಕವನ್ನು ಸಾಹಿತಿ ಡಾ.ಲಕ್ಷ್ಮಣ್ ಬಿಡುಗಡೆ ಮಾಡಿದರು. ಸಾಹಿತಿ ಡಾ.ಕೆ.ನರಸಪ್ಪ, ಖ್ಯಾತ ನಾಟಕಕಾರ ಎನ್.ಬಿ.ನರಸಿಂಹಮೂರ್ತಿ, ಉಪನ್ಯಾಸಕ ರವಿಕುಮಾರ್ ಸಾಹಿತ್ಯಾಸಕ್ತರು ಹಾಜರಿದ್ದರು.: [762, 761, 929, 824]
- sahayadhana-headline: ಸಹಾಯಧನ ಸೌಲಭ್ಯಕ್ಕಾಗಿ ಅರ್ಜಿ ಆಹ್ವಾನ: [487, 738, 684, 755]
- masthead-logo-icon: [145, 56, 162, 73]
- sports-body-column: ಮೈ ಭಾರತ್-ಮೇರಾ ಯುವ ಭಾರತ್ ತುಮಕೂರು, ಜಿಲ್ಲಾಡಳಿತ, ಜಿಲ್ಲಾ ಪಂಚಾಯತ್, ಯುವ ಸಬಲೀಕರಣ ಮತ್ತು ಕ್ರೀಡಾ ಇಲಾಖೆ, ತುಮಕೂರು ವಿಶ್ವವಿದ್ಯಾನಿಲಯ ಹಾಗೂ ಎನ್.ಬಿ. ಆರ್.ಅಂಬೇಡ್ಕರ್ ಯುವಜನ ಮಿತ್ರ ಗ್ರಾಮೀಣಾಭಿವೃದ್ಧಿ ಸಂಸ್ಥೆಯ ಸಹಯೋಗದಲ್ಲಿ ತುಮಕೂರು ನಗರದ ಮಹಾತ್ಮಗಾಂಧಿ ಕ್ರೀಡಾಂಗಣದಲ್ಲಿ ಹಮ್ಮಿಕೊಂಡಿದ್ದ ಕ್ರೀಡಾಕೂಟದಲ್ಲಿ ಪಾವಗಡ ಪ್ರಥಮ ದರ್ಜೆ ಕಾಲೇಜಿನ ದ್ವಿತೀಯ ವರ್ಷದ ಪತ್ರಿಕೋದ್ಯಮ ವಿಭಾಗದ ವಿದ್ಯಾರ್ಥಿ ಪಿ.ನಂದೀಶ್ ನಾಯ್ಕ ಪ್ರಥಮ ಸ್ಥಾನ ಪಡೆದು ಪ್ರಶಸ್ತಿ ಪತ್ರ ಮತ್ತು ಮೆಡಲ್ ಪಡೆದಿದ್ದಾರೆ.: [806, 150, 934, 317]
- article-townbank: [257, 384, 693, 728]
- registration-mark-right-icon: ⌖: [921, 708, 930, 726]
